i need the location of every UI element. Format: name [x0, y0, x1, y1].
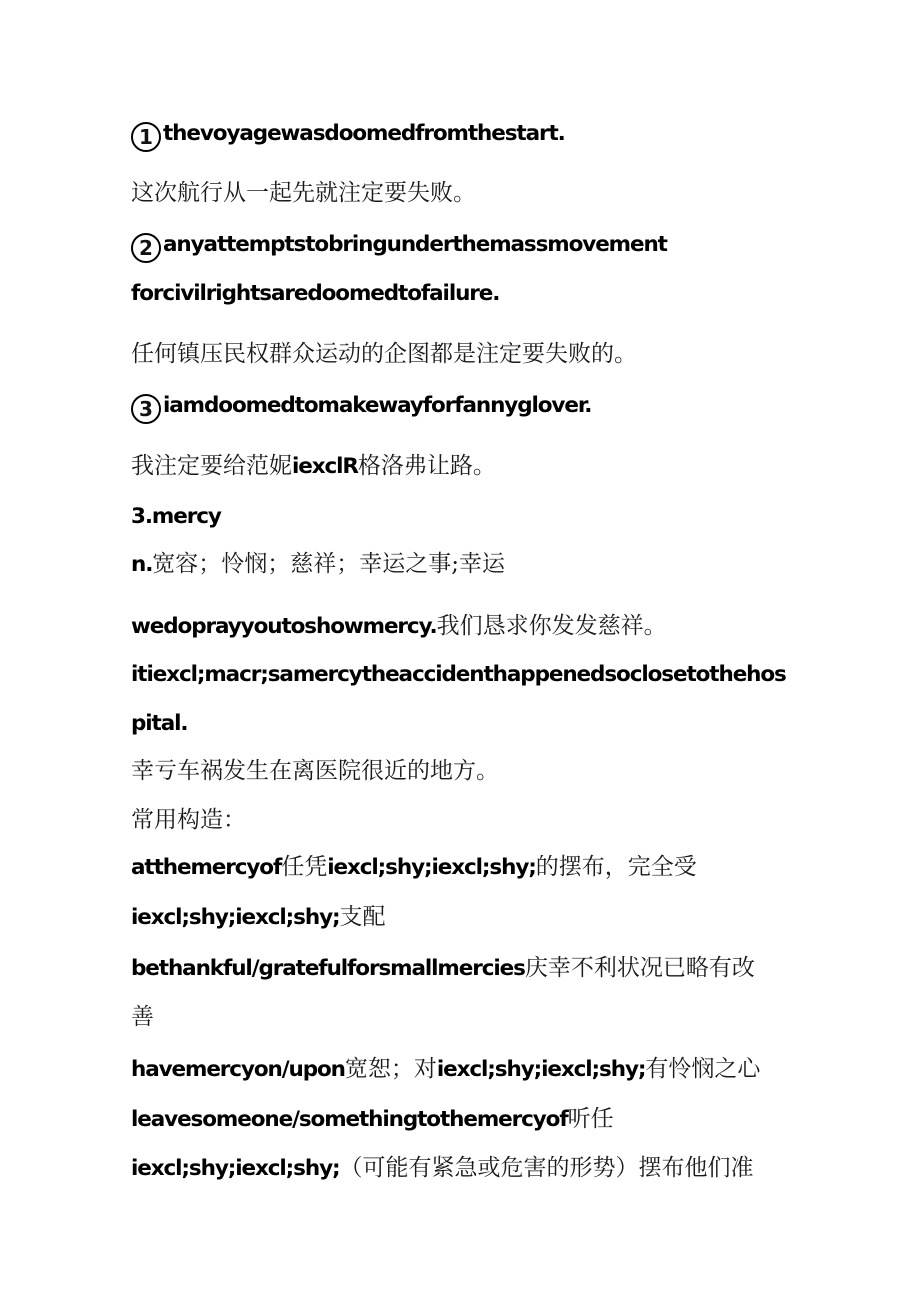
phrase-4-line-2	[131, 1157, 880, 1180]
circled-number-marker: 2	[131, 233, 161, 263]
garbled-token: iexcl;shy;iexcl;shy;	[436, 1057, 646, 1082]
chinese-translation-end: 格洛弗让路。	[357, 453, 496, 479]
chinese-translation: 任何镇压民权群众运动的企图都是注定要失败的。	[131, 341, 637, 367]
phrase-meaning: 宽恕；对	[344, 1056, 437, 1082]
english-sentence: wedoprayyoutoshowmercy.	[131, 614, 437, 639]
example-2-english-line-1	[131, 233, 880, 263]
phrase-meaning: （可能有紧急或危害的形势）摆布他们准	[339, 1155, 754, 1181]
phrase-3	[131, 1058, 880, 1081]
mercy-example-2-line-1	[131, 664, 880, 686]
phrase-meaning-end: 的摆布，完全受	[535, 854, 697, 880]
circled-number-marker: 3	[131, 394, 161, 424]
garbled-token: iexcl;shy;iexcl;shy;	[131, 905, 340, 930]
definition: 宽容；怜悯；慈祥；幸运之事;幸运	[152, 551, 506, 577]
example-1-english	[131, 122, 880, 152]
garbled-token: iexcl;shy;iexcl;shy;	[327, 855, 536, 880]
circled-number-marker: 1	[131, 122, 161, 152]
common-structures-heading	[131, 809, 880, 832]
garbled-token: iexcl;shy;iexcl;shy;	[131, 1156, 340, 1181]
english-sentence: pital.	[131, 711, 188, 736]
garbled-token: iexclR	[292, 454, 358, 479]
mercy-example-2-line-2	[131, 713, 880, 735]
phrase-meaning: 庆幸不利状况已略有改	[524, 955, 755, 981]
chinese-translation: 我们恳求你发发慈祥。	[436, 613, 667, 639]
word-heading	[131, 506, 880, 528]
phrase-meaning: 听任	[567, 1106, 614, 1132]
example-2-chinese	[131, 343, 880, 366]
phrase: leavesomeone/somethingtothemercyof	[131, 1107, 568, 1132]
phrase-1-line-1	[131, 856, 880, 879]
phrase-1-line-2	[131, 906, 880, 929]
phrase-meaning-end: 有怜悯之心	[645, 1056, 761, 1082]
phrase-meaning: 善	[131, 1004, 154, 1030]
definition-line	[131, 553, 880, 576]
example-2-english-line-2	[131, 283, 880, 305]
chinese-translation: 这次航行从一起先就注定要失败。	[131, 180, 476, 206]
example-1-chinese	[131, 182, 880, 205]
example-3-english	[131, 394, 880, 424]
english-sentence: thevoyagewasdoomedfromthestart.	[163, 121, 565, 146]
phrase: bethankful/gratefulforsmallmercies	[131, 956, 525, 981]
phrase-meaning: 支配	[339, 904, 386, 930]
phrase-meaning: 任凭	[281, 854, 328, 880]
english-sentence: iamdoomedtomakewayforfannyglover.	[163, 393, 592, 418]
example-3-chinese	[131, 455, 880, 478]
phrase: havemercyon/upon	[131, 1057, 345, 1082]
phrase-4-line-1	[131, 1108, 880, 1131]
chinese-translation: 我注定要给范妮	[131, 453, 292, 479]
english-sentence: forcivilrightsaredoomedtofailure.	[131, 281, 500, 306]
vocabulary-heading: 3.mercy	[131, 504, 221, 529]
mercy-example-2-chinese	[131, 760, 880, 783]
chinese-translation: 幸亏车祸发生在离医院很近的地方。	[131, 758, 499, 784]
english-sentence: anyattemptstobringunderthemassmovement	[163, 232, 667, 257]
part-of-speech: n.	[131, 552, 153, 577]
mercy-example-1	[131, 615, 880, 638]
phrase-2-line-2	[131, 1006, 880, 1029]
english-sentence: itiexcl;macr;samercytheaccidenthappenedsoclosetothehos	[131, 662, 786, 687]
section-label: 常用构造：	[131, 807, 246, 833]
phrase-2-line-1	[131, 957, 880, 980]
phrase: atthemercyof	[131, 855, 282, 880]
